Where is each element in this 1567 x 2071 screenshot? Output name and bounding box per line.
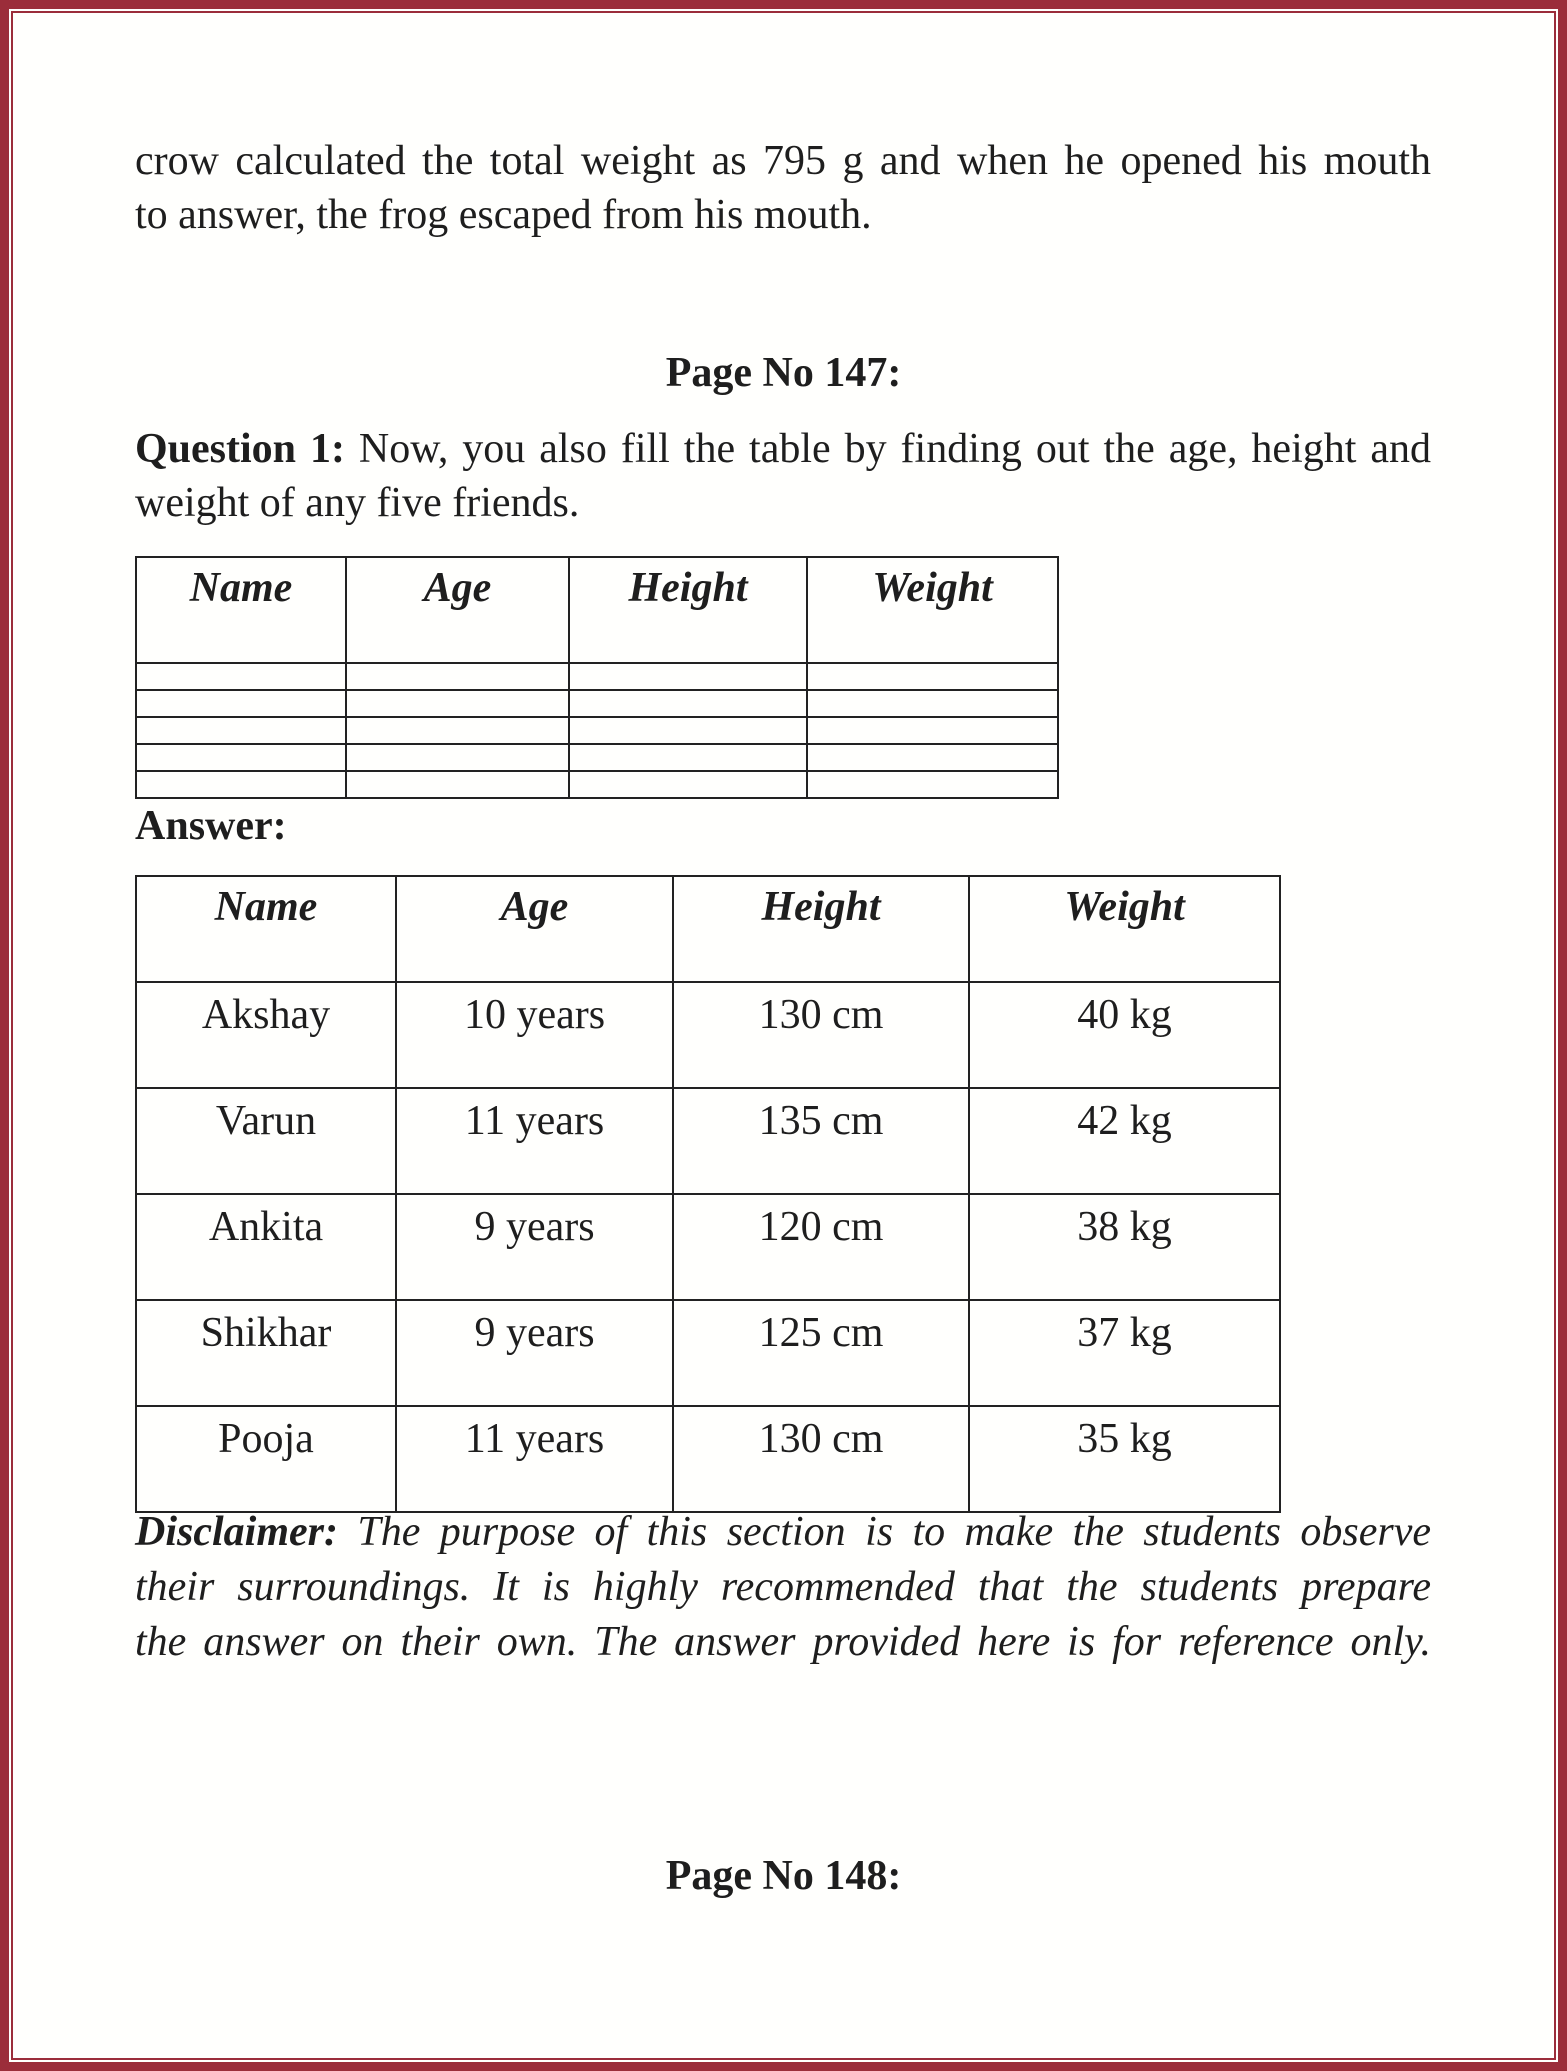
- table-cell: [136, 663, 346, 690]
- answer-label: Answer:: [135, 803, 287, 849]
- header-height: Height: [569, 557, 807, 663]
- table-row: [136, 771, 1058, 798]
- cell-age: 11 years: [396, 1406, 673, 1512]
- table-cell: [569, 744, 807, 771]
- cell-height: 120 cm: [673, 1194, 969, 1300]
- table-cell: [346, 771, 569, 798]
- cell-height: 130 cm: [673, 982, 969, 1088]
- cell-weight: 40 kg: [969, 982, 1280, 1088]
- cell-weight: 35 kg: [969, 1406, 1280, 1512]
- table-cell: [807, 690, 1058, 717]
- page-heading-148: Page No 148:: [665, 1853, 902, 1899]
- table-row: [136, 690, 1058, 717]
- table-cell: [807, 663, 1058, 690]
- table-cell: [569, 690, 807, 717]
- disclaimer-line-3: the answer on their own. The answer provided here is for reference only.: [135, 1619, 1431, 1665]
- table-row: [136, 663, 1058, 690]
- blank-table: [135, 556, 1059, 799]
- cell-height: 130 cm: [673, 1406, 969, 1512]
- cell-age: 11 years: [396, 1088, 673, 1194]
- header-name: Name: [136, 876, 396, 982]
- table-row: [136, 1088, 1280, 1194]
- table-cell: [346, 744, 569, 771]
- table-row: [136, 982, 1280, 1088]
- table-header-row: [136, 557, 1058, 663]
- header-name: Name: [136, 557, 346, 663]
- page-heading-147: Page No 147:: [665, 350, 902, 396]
- header-age: Age: [396, 876, 673, 982]
- table-cell: [807, 717, 1058, 744]
- disclaimer-label: Disclaimer:: [135, 1509, 338, 1555]
- table-row: [136, 1194, 1280, 1300]
- question-line-2: weight of any five friends.: [135, 480, 580, 526]
- table-cell: [136, 690, 346, 717]
- table-row: [136, 744, 1058, 771]
- table-cell: [807, 771, 1058, 798]
- cell-name: Shikhar: [136, 1300, 396, 1406]
- cell-height: 125 cm: [673, 1300, 969, 1406]
- cell-weight: 42 kg: [969, 1088, 1280, 1194]
- disclaimer-line-1: [135, 1505, 1431, 1559]
- disclaimer-line-2: their surroundings. It is highly recommended that the students prepare: [135, 1564, 1431, 1610]
- disclaimer-text: The purpose of this section is to make the students observe: [337, 1509, 1431, 1555]
- table-cell: [569, 663, 807, 690]
- header-age: Age: [346, 557, 569, 663]
- header-weight: Weight: [807, 557, 1058, 663]
- table-cell: [569, 717, 807, 744]
- table-cell: [346, 663, 569, 690]
- cell-weight: 38 kg: [969, 1194, 1280, 1300]
- question-text: Now, you also fill the table by finding out the age, height and: [344, 426, 1431, 472]
- cell-height: 135 cm: [673, 1088, 969, 1194]
- header-height: Height: [673, 876, 969, 982]
- table-cell: [569, 771, 807, 798]
- table-cell: [136, 744, 346, 771]
- table-cell: [346, 717, 569, 744]
- cell-name: Pooja: [136, 1406, 396, 1512]
- cell-name: Varun: [136, 1088, 396, 1194]
- table-cell: [807, 744, 1058, 771]
- table-row: [136, 1300, 1280, 1406]
- answer-table: [135, 875, 1281, 1513]
- cell-age: 9 years: [396, 1194, 673, 1300]
- question-label: Question 1:: [135, 426, 345, 472]
- cell-age: 10 years: [396, 982, 673, 1088]
- cell-name: Ankita: [136, 1194, 396, 1300]
- intro-line-1: crow calculated the total weight as 795 g and when he opened his mouth: [135, 138, 1431, 184]
- cell-weight: 37 kg: [969, 1300, 1280, 1406]
- table-cell: [136, 717, 346, 744]
- table-row: [136, 1406, 1280, 1512]
- table-header-row: [136, 876, 1280, 982]
- table-cell: [136, 771, 346, 798]
- table-row: [136, 717, 1058, 744]
- intro-line-2: to answer, the frog escaped from his mouth.: [135, 192, 872, 238]
- header-weight: Weight: [969, 876, 1280, 982]
- table-cell: [346, 690, 569, 717]
- cell-age: 9 years: [396, 1300, 673, 1406]
- question-line-1: [135, 422, 1431, 476]
- cell-name: Akshay: [136, 982, 396, 1088]
